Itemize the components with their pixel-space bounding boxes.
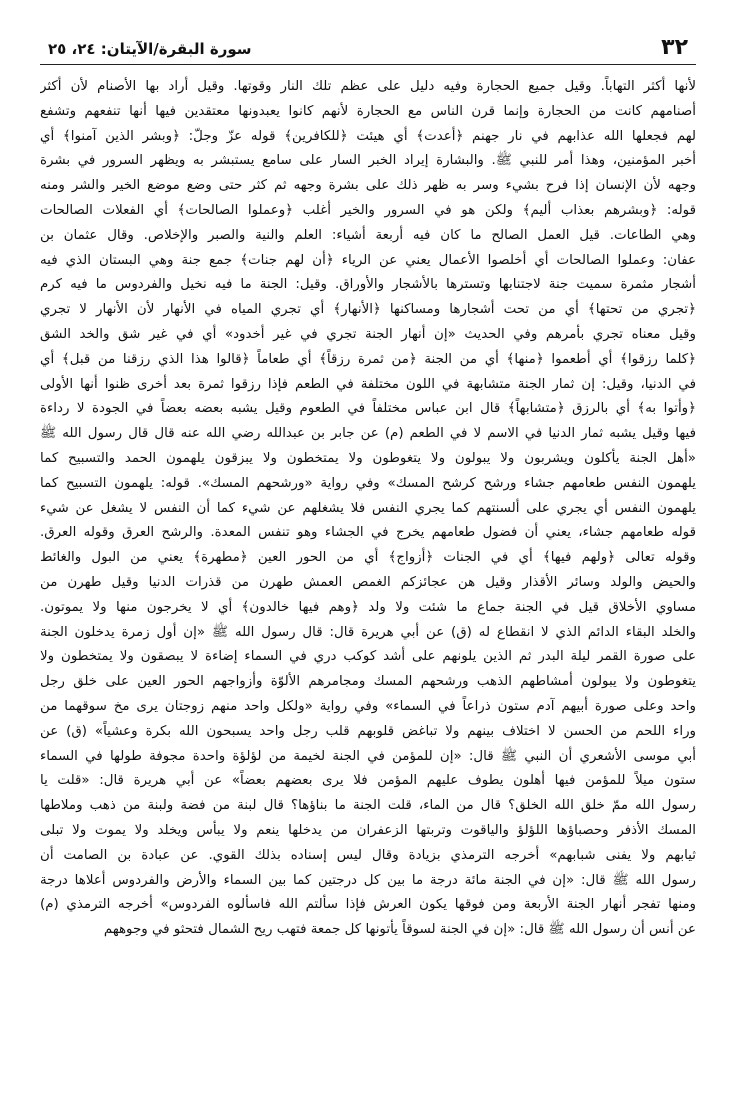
text-line: وقيل معناه تجري بأمرهم وفي الحديث «إن أنهار الجنة تجري في غير أخدود» أي في غير شق والخد الشق [40,326,696,342]
text-line: والحيض والولد وسائر الأقذار وقيل هن عجائزكم الغمص العمش طهرن من قذرات الدنيا وقيل طهرن من [40,574,696,590]
text-line: المسك الأذفر وحصباؤها اللؤلؤ والياقوت وتربتها الزعفران من يدخلها ينعم ولا يبأس ويخلد ولا يموت ولا تبلى [40,822,696,838]
text-line: أشجار مثمرة سميت جنة لاجتنابها وتسترها بالأشجار والأوراق. وقيل: الجنة ما فيه نخيل والفردوس ما فيه كرم [40,277,696,293]
text-line: ﴿كلما رزقوا﴾ أي أطعموا ﴿منها﴾ أي من الجنة ﴿من ثمرة رزقاً﴾ أي طعاماً ﴿قالوا هذا الذي رزقنا من قبل﴾ أي [40,351,696,367]
text-line: أصنامهم كانت من الحجارة وإنما قرن الناس مع الحجارة لأنهم كانوا يعبدونها معتقدين فيها أنها تنفعهم وتشفع [40,103,696,119]
text-line: لأنها أكثر التهاباً. وقيل جميع الحجارة وفيه دليل على عظم تلك النار وقوتها. وقيل أراد بها الأصنام لأن أكثر [40,79,696,94]
text-line: مساوي الأخلاق قيل في الجنة جماع ما شئت ولا ولد ﴿وهم فيها خالدون﴾ أي لا يخرجون منها ولا يموتون. [40,599,696,615]
text-line: ﴿تجري من تحتها﴾ أي من تحت أشجارها ومساكنها ﴿الأنهار﴾ أي تجري المياه في الأنهار لأن الأنهار لا تجري [40,302,696,318]
text-line: يلهمون النفس أي يجري على ألسنتهم كما يجري النفس فلا يشغلهم عن شيء كما أن النفس لا يشغل عن شيء [40,500,696,516]
page-number: ٣٢ [661,35,688,60]
body-text [40,75,696,943]
text-line: يتغوطون ولا يبولون أمشاطهم الذهب ورشحهم المسك ومجامرهم الألوّة وأزواجهم الحور العين على خلق رجل [40,674,696,690]
text-line: قوله: ﴿وبشرهم بعذاب أليم﴾ ولكن هو في السرور والخير أغلب ﴿وعملوا الصالحات﴾ أي الفعلات الصالحات [40,202,696,218]
text-line: عن أنس أن رسول الله ﷺ قال: «إن في الجنة لسوقاً يأتونها كل جمعة فتهب ريح الشمال فتحثو في وجوههم [103,922,696,938]
text-line: وراء اللحم من الحسن لا اختلاف بينهم ولا تباغض قلوبهم قلب رجل واحد يسبحون الله بكرة وعشياً» (ق) عن [40,723,696,739]
text-line: في الدنيا، وقيل: إن ثمار الجنة متشابهة في اللون مختلفة في الطعم فإذا رزقوا ثمرة بعد أخرى ظنوا أنها الأولى [40,376,696,392]
page-header [40,34,696,65]
text-line: فيها وقيل يشبه ثمار الدنيا في الاسم لا في الطعم (م) عن جابر بن عبدالله رضي الله عنه قال قال رسول الله ﷺ [40,426,696,442]
text-line: والخلد البقاء الدائم الذي لا انقطاع له (ق) عن أبي هريرة قال: قال رسول الله ﷺ «إن أول زمرة يدخلون الجنة [40,624,696,640]
text-line: يلهمون النفس طعامهم جشاء ورشح كرشح المسك» وفي رواية «ورشحهم المسك». قوله: يلهمون التسبيح كما [40,475,696,491]
text-line: عفان: وعملوا الصالحات أي أخلصوا الأعمال يعني عن الرياء ﴿أن لهم جنات﴾ جمع جنة وهي البستان الذي فيه [40,252,696,268]
text-line: رسول الله ﷺ قال: «إن في الجنة مائة درجة ما بين كل درجتين كما بين السماء والأرض والفردوس أعلاها درجة [40,872,696,888]
text-line: أبي موسى الأشعري أن النبي ﷺ قال: «إن للمؤمن في الجنة لخيمة من لؤلؤة واحدة مجوفة طولها في السماء [40,748,696,764]
text-line: لهم فجعلها الله عذابهم في نار جهنم ﴿أعدت﴾ أي هيئت ﴿للكافرين﴾ قوله عزّ وجلّ: ﴿وبشر الذين آمنوا﴾ أي [40,128,696,144]
text-line: على صورة القمر ليلة البدر ثم الذين يلونهم على أشد كوكب دري في السماء إضاءة لا يبصقون ولا يمتخطون ولا [40,649,696,665]
text-line: أخبر المؤمنين، وهذا أمر للنبي ﷺ. والبشارة إيراد الخبر السار على سامع يستبشر به ويظهر السرور في بشرة [40,153,696,169]
text-line: واحد وعلى صورة أبيهم آدم ستون ذراعاً في السماء» وفي رواية «ولكل واحد منهم زوجتان يرى مخ سوقهما من [40,698,696,714]
text-line: «أهل الجنة يأكلون ويشربون ولا يبولون ولا يتغوطون ولا يمتخطون ولا يبزقون يلهمون الحمد والتسبيح كما [40,450,696,466]
text-line: قوله طعامهم جشاء، يعني أن فضول طعامهم يخرج في الجشاء وهو تنفس المعدة. والرشح العرق وقوله العرق. [40,525,696,541]
text-line: ثيابهم ولا يفنى شبابهم» أخرجه الترمذي بزيادة وقال ليس إسناده بذلك القوي. عن عبادة بن الصامت أن [40,847,696,863]
text-line: ﴿وأتوا به﴾ أي بالرزق ﴿متشابهاً﴾ قال ابن عباس مختلفاً في الطعوم وقيل يشبه بعضه بعضاً في الجودة لا رداءة [40,401,696,417]
text-line: وقوله تعالى ﴿ولهم فيها﴾ أي في الجنات ﴿أزواج﴾ أي من الحور العين ﴿مطهرة﴾ يعني من البول والغائط [40,550,696,566]
running-title: سورة البقرة/الآيتان: ٢٤، ٢٥ [48,40,252,58]
text-line: وهي الطاعات. قيل العمل الصالح ما كان فيه أربعة أشياء: العلم والنية والصبر والإخلاص. وقال عثمان بن [40,227,696,243]
text-line: رسول الله ممّ خلق الله الخلق؟ قال من الماء، قلت الجنة ما بناؤها؟ قال لبنة من فضة ولبنة من ذهب وملاطها [40,798,696,814]
text-line: وجهه لأن الإنسان إذا فرح بشيء وسر به ظهر ذلك على بشرة وجهه ثم كثر حتى وضع موضع الخير والشر ومنه [40,178,696,194]
text-line: ومنها تفجر أنهار الجنة الأربعة ومن فوقها يكون العرش فإذا سألتم الله فاسألوه الفردوس» أخرجه الترمذي (م) [40,897,696,913]
text-line: ستون ميلاً للمؤمن فيها أهلون يطوف عليهم المؤمن فلا يرى بعضهم بعضاً» عن أبي هريرة قال: «قلت يا [40,773,696,789]
